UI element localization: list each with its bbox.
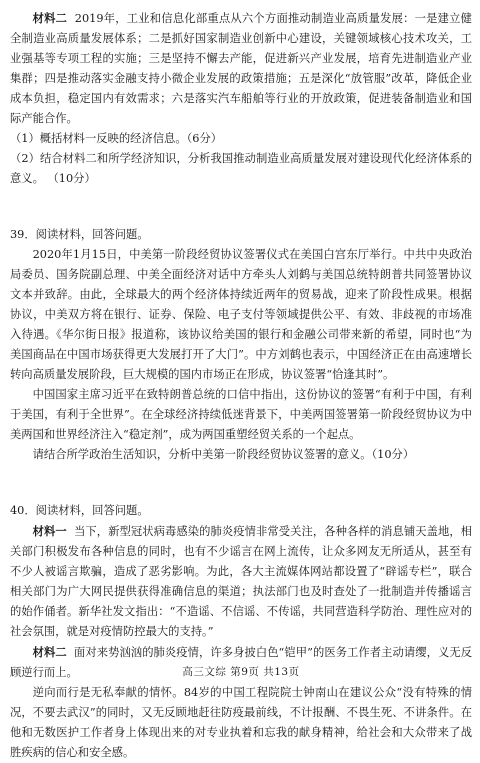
- exam-page: [10, 8, 472, 759]
- question-2-prompt: （2）结合材料二和所学经济知识，分析我国推动制造业高质量发展对建设现代化经济体系的意义。 （10分）: [10, 152, 472, 185]
- question-40-material2-paragraph-2: 逆向而行是无私奉献的情怀。84岁的中国工程院院士钟南山在建议公众“没有特殊的情况，不要去武汉”的同时，又无反顾地赶往防疫最前线，不计报酬、不畏生死、不讲条件。在他和无数医护工作者身上体现出来的对专业执着和忘我的献身精神，给社会和大众带来了战胜疾病的信心和安全感。: [10, 686, 472, 759]
- material2-text: 2019年，工业和信息化部重点从六个方面推动制造业高质量发展：一是建立健全制造业高质量发展体系；二是抓好国家制造业创新中心建设，关键领域核心技术攻关，工业强基等专项工程的实施；三是坚持不懈去产能，促进新兴产业发展，培育先进制造业产业集群；四是推动落实金融支持小微企业发展的政策措施；五是深化“放管服”改革，降低企业成本负担，稳定国内有效需求；六是落实汽车船舶等行业的开放政策，促进装备制造业和国际产能合作。: [10, 12, 472, 125]
- question-40-material2-heading: 材料二: [32, 645, 67, 659]
- material2-paragraph: [10, 8, 472, 129]
- question-40-title: 40．阅读材料，回答问题。: [10, 504, 149, 517]
- page-footer: 高三文综 第9页 共13页: [182, 666, 300, 678]
- spacer: [10, 465, 472, 501]
- question-40-material1-heading: 材料一: [32, 524, 67, 538]
- question-40-material1-paragraph: [10, 521, 472, 642]
- question-39-paragraph-1: 2020年1月15日，中美第一阶段经贸协议签署仪式在美国白宫东厅举行。中共中央政治局委员、国务院副总理、中美全面经济对话中方牵头人刘鹤与美国总统特朗普共同签署协议文本并致辞。由此，全球最大的两个经济体持续近两年的贸易战，迎来了阶段性成果。根据协议，中美双方将在银行、证券、保险、电子支付等领域提供公平、有效、非歧视的市场准入待遇。《华尔街日报》报道称，该协议给美国的银行和金融公司带来新的希望，同时也“为美国商品在中国市场获得更大发展打开了大门”。中方刘鹤也表示，中国经济正在由高速增长转向高质量发展阶段，巨大规模的国内市场正在形成，协议签署“恰逢其时”。: [10, 248, 472, 381]
- question-1-prompt: （1）概括材料一反映的经济信息。（6分）: [10, 132, 223, 145]
- question-40-material1-text: 当下，新型冠状病毒感染的肺炎疫情非常受关注，各种各样的消息铺天盖地，相关部门积极发布各种信息的同时，也有不少谣言在网上流传，让众多网友无所适从，甚至有不少人被谣言欺骗，造成了恶劣影响。为此，各大主流媒体网站都设置了“辟谣专栏”，联合相关部门为广大网民提供获得准确信息的渠道；执法部门也及时查处了一批制造并传播谣言的始作俑者。新华社发文指出：“不造谣、不信谣、不传谣，共同营造科学防治、理性应对的社会氛围，就是对疫情防控最大的支持。”: [10, 525, 472, 638]
- spacer: [10, 189, 472, 225]
- question-40-material2-text: 面对来势汹汹的肺炎疫情，许多身披白色“铠甲”的医务工作者主动请缨，义无反顾逆行而上。: [10, 646, 472, 679]
- question-39-title: 39．阅读材料，回答问题。: [10, 228, 149, 241]
- question-39-prompt: 请结合所学政治生活知识，分析中美第一阶段经贸协议签署的意义。（10分）: [32, 448, 415, 461]
- material2-heading: 材料二: [32, 11, 68, 25]
- question-39-paragraph-2: 中国国家主席习近平在致特朗普总统的口信中指出，这份协议的签署“有利于中国，有利于美国，有利于全世界”。在全球经济持续低迷背景下，中美两国签署第一阶段经贸协议为中美两国和世界经济注入“稳定剂”，成为两国重塑经贸关系的一个起点。: [10, 388, 472, 441]
